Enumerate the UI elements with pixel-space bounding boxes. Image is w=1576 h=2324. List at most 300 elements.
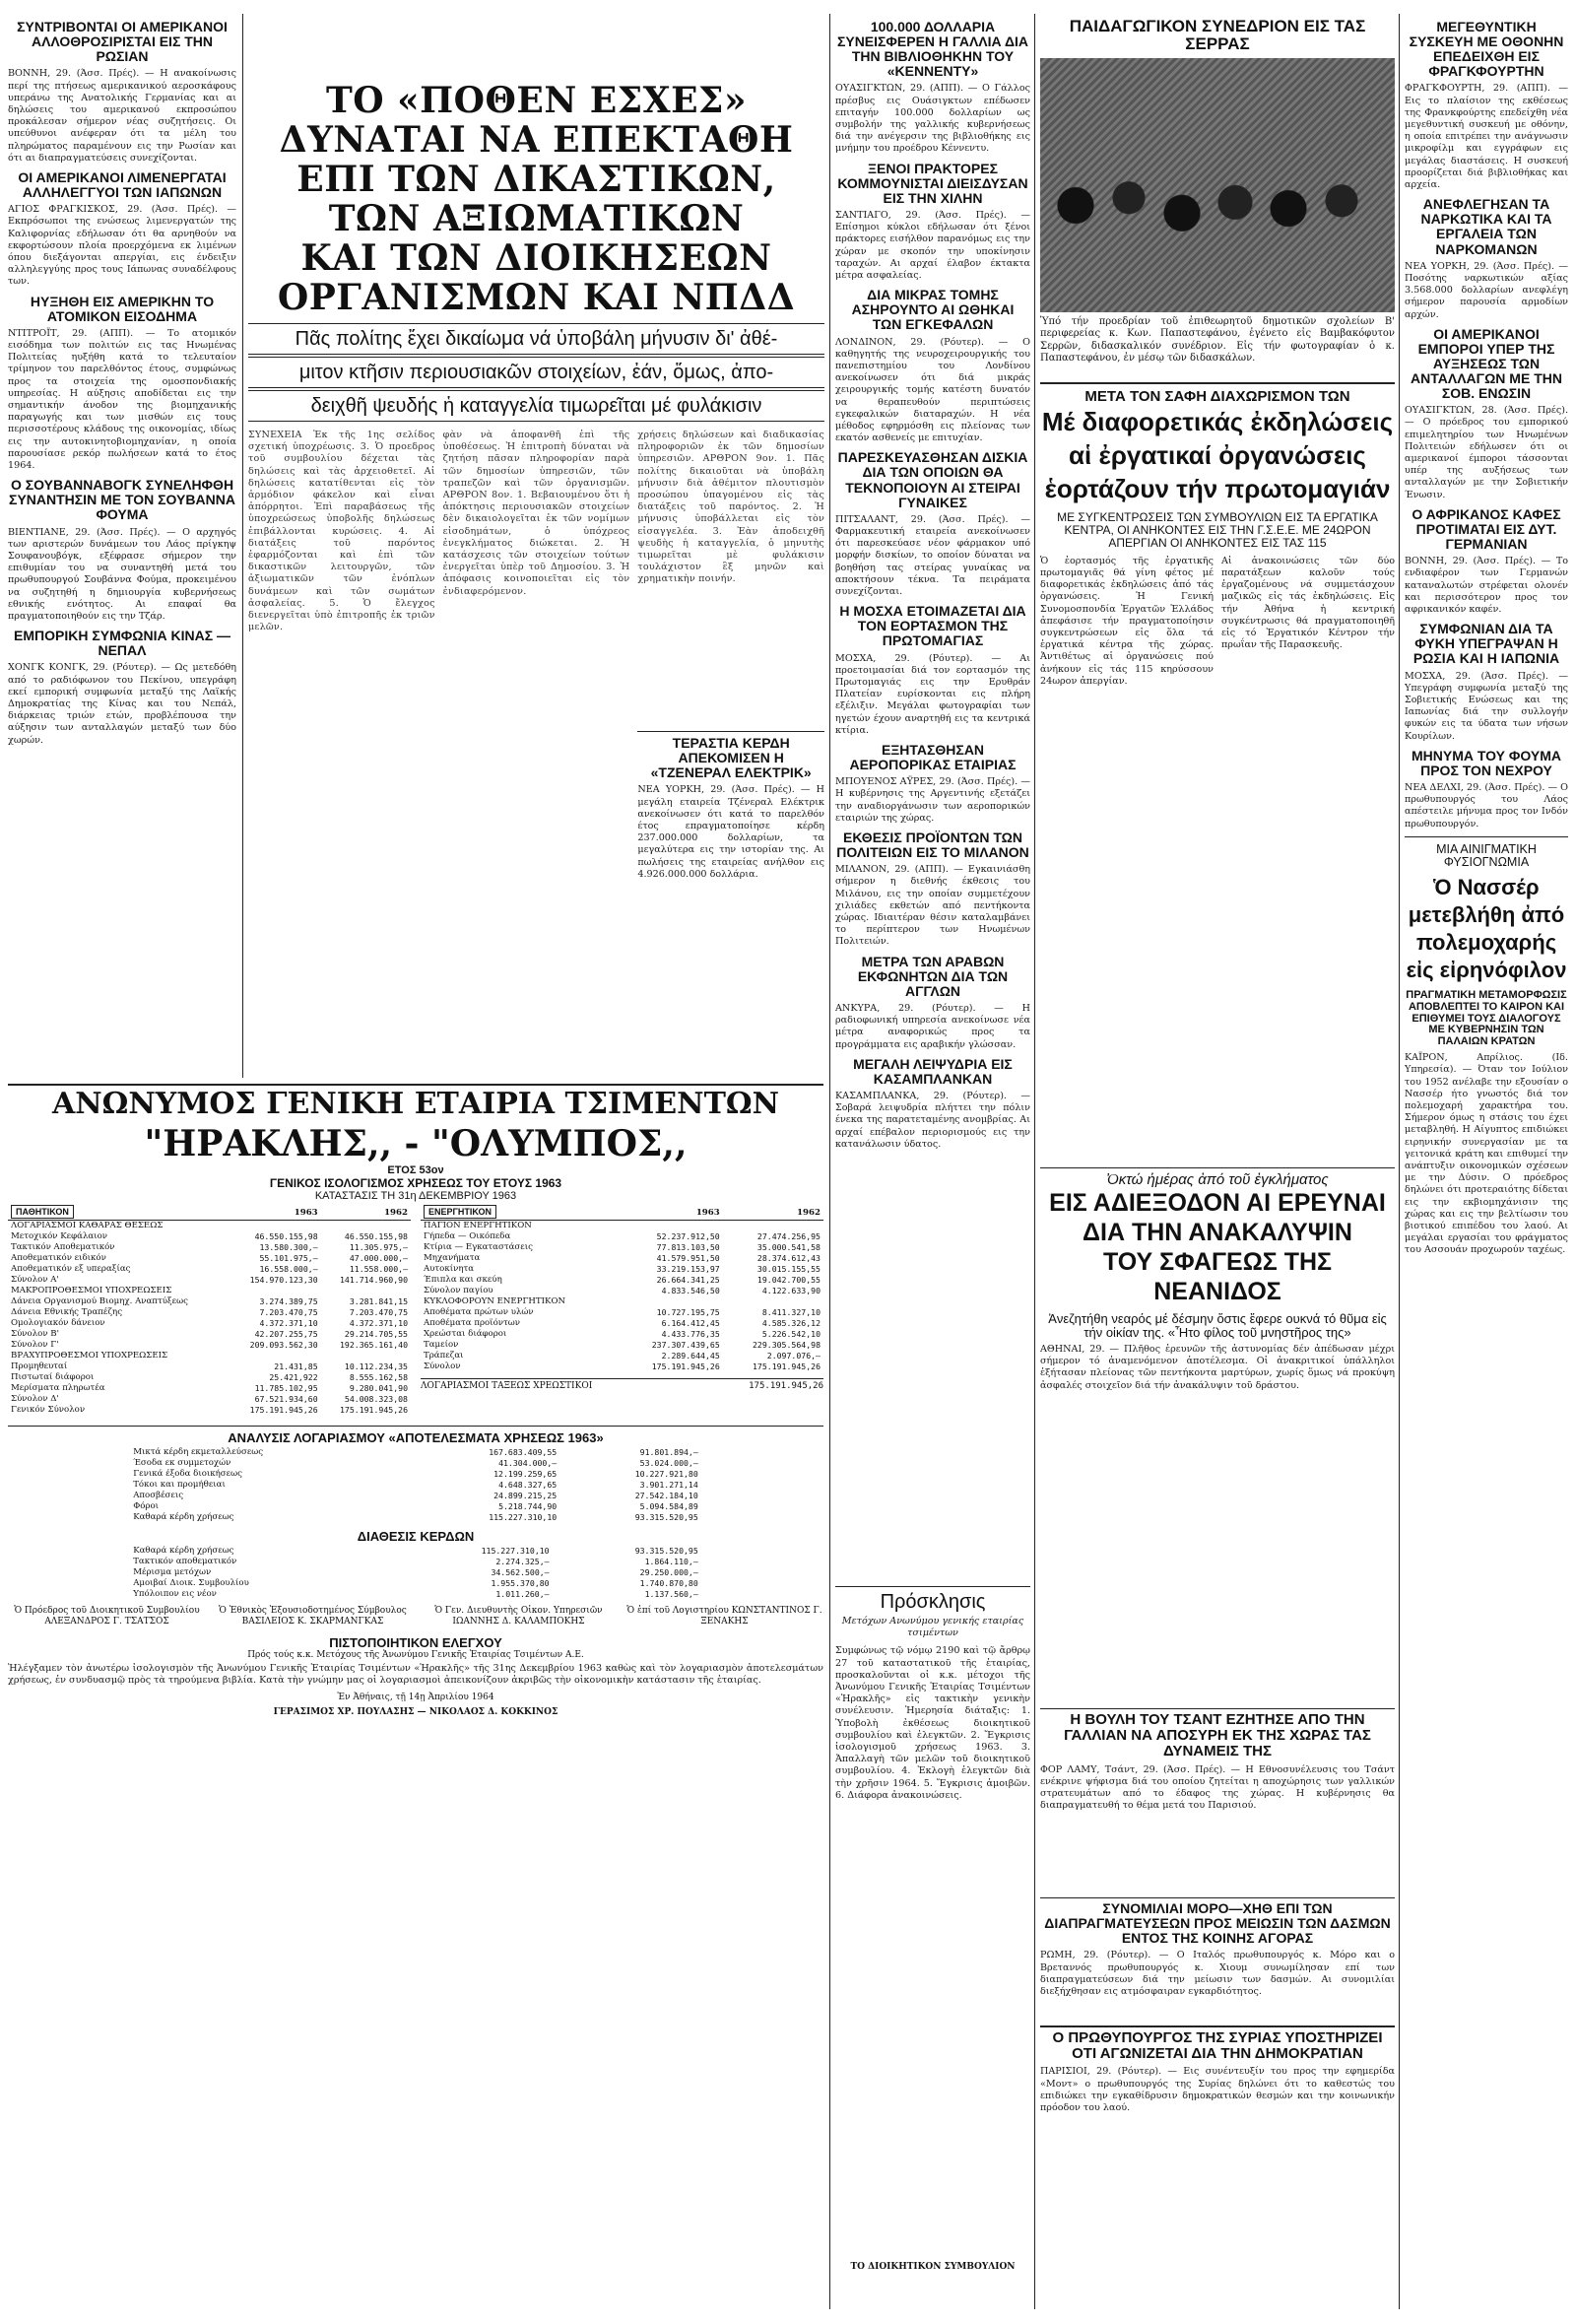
article-text: ΒΟΝΝΗ, 29. (Άσσ. Πρές). — Η ανακοίνωσις περί της πτήσεως αμερικανικού αεροσκάφους υπεράνω της Ανατολικής Γερμανίας και αι δηλώσεις του αμερικανού εκπροσώπου προκάλεσαν σήμερον νέας συζητήσεις. Οι υπεύθυνοι ανέφεραν ότι τα μέλη του πληρώματος παραμένουν εις την Ρωσίαν και ότι αι διαπραγματεύσεις συνεχίζονται. [8, 68, 236, 164]
row-value-b: 175.191.945,26 [339, 1405, 408, 1415]
row-value-b: 141.714.960,90 [339, 1275, 408, 1285]
row-value-b: 47.000.000,— [349, 1253, 408, 1263]
row-label: Έσοδα εκ συμμετοχών [133, 1458, 231, 1468]
row-value-a: 11.785.102,95 [254, 1383, 318, 1393]
row-value-a: 77.813.103,50 [656, 1242, 720, 1252]
row-value-a: 26.664.341,25 [656, 1275, 720, 1285]
headline: Η ΒΟΥΛΗ ΤΟΥ ΤΣΑΝΤ ΕΖΗΤΗΣΕ ΑΠΟ ΤΗΝ ΓΑΛΛΙΑΝ ΝΑ ΑΠΟΣΥΡΗ ΕΚ ΤΗΣ ΧΩΡΑΣ ΤΑΣ ΔΥΝΑΜΕΙΣ ΤΗΣ [1040, 1708, 1395, 1760]
auditors: ΓΕΡΑΣΙΜΟΣ ΧΡ. ΠΟΥΛΑΣΗΣ — ΝΙΚΟΛΑΟΣ Δ. ΚΟΚΚΙΝΟΣ [273, 1707, 558, 1718]
row-value-a: 115.227.310,10 [481, 1546, 550, 1556]
row-value-b [723, 1221, 823, 1232]
row-value-a: 10.727.195,75 [656, 1307, 720, 1317]
row-value-b: 3.901.271,14 [639, 1480, 698, 1490]
row-value-b: 29.250.000,— [639, 1567, 698, 1577]
row-label: Σύνολον Β' [11, 1329, 59, 1339]
headline: ΠΑΡΕΣΚΕΥΑΣΘΗΣΑΝ ΔΙΣΚΙΑ ΔΙΑ ΤΩΝ ΟΠΟΙΩΝ ΘΑ ΤΕΚΝΟΠΟΙΟΥΝ ΑΙ ΣΤΕΙΡΑΙ ΓΥΝΑΙΚΕΣ [837, 449, 1028, 510]
row-value-a [230, 1351, 320, 1361]
notice-top-rule [835, 1586, 1030, 1587]
photo-caption: Ὑπό τήν προεδρίαν τοῦ ἐπιθεωρητοῦ δημοτικῶν σχολείων Β' περιφερείας κ. Κων. Παπαστεφάνου, ἐγένετο εἰς Βαμβακόφυτον Σερρῶν, διδασκαλικόν συνέδριον. Εἰς τήν φωτογραφίαν ὁ κ. Παπαστεφάνου, ἐν μέσῳ τῶν διδασκάλων. [1040, 315, 1395, 365]
row-label: Φόροι [133, 1501, 160, 1511]
row-label: ΚΥΚΛΟΦΟΡΟΥΝ ΕΝΕΡΓΗΤΙΚΟΝ [424, 1296, 566, 1306]
table-row [421, 1264, 823, 1275]
row-label: Τακτικόν Αποθεματικόν [11, 1242, 115, 1252]
news-item [8, 170, 236, 289]
row-value-b: 9.280.041,90 [349, 1383, 408, 1393]
row-value-a [623, 1221, 723, 1232]
table-header: 1963 [623, 1206, 723, 1221]
assets-rows [421, 1221, 823, 1373]
balance-title: ΓΕΝΙΚΟΣ ΙΣΟΛΟΓΙΣΜΟΣ ΧΡΗΣΕΩΣ ΤΟΥ ΕΤΟΥΣ 1963 [269, 1176, 562, 1190]
signature: Ὁ Γεν. Διευθυντὴς Οἰκον. Υπηρεσιῶν ΙΩΑΝΝΗΣ Δ. ΚΑΛΑΜΠΟΚΗΣ [434, 1606, 603, 1627]
news-item [835, 743, 1030, 825]
assets-side [421, 1206, 823, 1416]
headline: ΟΙ ΑΜΕΡΙΚΑΝΟΙ ΕΜΠΟΡΟΙ ΥΠΕΡ ΤΗΣ ΑΥΞΗΣΕΩΣ ΤΩΝ ΑΝΤΑΛΛΑΓΩΝ ΜΕ ΤΗΝ ΣΟΒ. ΕΝΩΣΙΝ [1411, 325, 1562, 402]
row-value-b: 5.094.584,89 [639, 1501, 698, 1511]
row-label: Υπόλοιπον εις νέον [133, 1589, 217, 1599]
row-label: Σύνολον Α' [11, 1275, 59, 1285]
lead-body [248, 428, 824, 987]
row-label: Αποθέματα προϊόντων [424, 1318, 520, 1328]
headline: Ο ΣΟΥΒΑΝΝΑΒΟΓΚ ΣΥΝΕΛΗΦΘΗ ΣΥΝΑΝΤΗΣΙΝ ΜΕ ΤΟΝ ΣΟΥΒΑΝΝΑ ΦΟΥΜΑ [9, 477, 235, 523]
row-value-a: 2.274.325,— [495, 1557, 550, 1566]
table-row [130, 1578, 701, 1589]
row-value-b: 93.315.520,95 [634, 1512, 698, 1522]
row-value-b: 93.315.520,95 [634, 1546, 698, 1556]
shareholders-notice [835, 1586, 1030, 2315]
row-value-a: 167.683.409,55 [489, 1447, 558, 1457]
certificate-place: Ἐν Ἀθήναις, τῇ 14ῃ Ἀπριλίου 1964 [337, 1693, 494, 1703]
news-item [8, 629, 236, 747]
column-divider [1399, 14, 1400, 2309]
row-value-a [230, 1286, 320, 1296]
table-row [8, 1253, 411, 1264]
article-text: ΟΥΑΣΙΓΚΤΩΝ, 28. (Άσσ. Πρές). — Ο πρόεδρος του εμπορικού επιμελητηρίου των Ηνωμένων Πολιτειών εδήλωσεν ότι οι αμερικανοί έμποροι τάσσονται υπέρ της αυξήσεως των ανταλλαγών με την Σοβιετικήν Ένωσιν. [1405, 405, 1568, 500]
row-label: Αποθεματικόν ειδικόν [11, 1253, 106, 1263]
headline: Ο ΑΦΡΙΚΑΝΟΣ ΚΑΦΕΣ ΠΡΟΤΙΜΑΤΑΙ ΕΙΣ ΔΥΤ. ΓΕΡΜΑΝΙΑΝ [1412, 505, 1561, 553]
row-value-a: 25.421,922 [269, 1372, 318, 1382]
table-row [421, 1242, 823, 1253]
row-label: Κτίρια — Εγκαταστάσεις [424, 1242, 533, 1252]
nasser-story [1405, 836, 1568, 1257]
distribution-title: ΔΙΑΘΕΣΙΣ ΚΕΡΔΩΝ [357, 1529, 475, 1544]
balance-date: ΚΑΤΑΣΤΑΣΙΣ ΤΗ 31η ΔΕΚΕΜΒΡΙΟΥ 1963 [314, 1190, 517, 1202]
row-label: Χρεώσται διάφοροι [424, 1329, 507, 1339]
chad-story [1040, 1702, 1395, 1885]
row-label: Αποθέματα πρώτων υλών [424, 1307, 534, 1317]
headline: ΣΥΝΤΡΙΒΟΝΤΑΙ ΟΙ ΑΜΕΡΙΚΑΝΟΙ ΑΛΛΟΘΡΟΣΙΡΙΣΤΑΙ ΕΙΣ ΤΗΝ ΡΩΣΙΑΝ [17, 19, 228, 65]
headline: ΟΙ ΑΜΕΡΙΚΑΝΟΙ ΛΙΜΕΝΕΡΓΑΤΑΙ ΑΛΛΗΛΕΓΓΥΟΙ ΤΩΝ ΙΑΠΩΝΩΝ [18, 168, 227, 201]
results-table [130, 1447, 701, 1523]
headline: ΜΗΝΥΜΑ ΤΟΥ ΦΟΥΜΑ ΠΡΟΣ ΤΟΝ ΝΕΧΡΟΥ [1411, 747, 1561, 778]
year-line: ΕΤΟΣ 53ον [387, 1164, 444, 1176]
article-text: Ὁ ἑορτασμός τῆς ἐργατικῆς πρωτομαγιᾶς θά γίνη φέτος μέ διαφορετικάς ἐκδηλώσεις ἀπό τάς ὀργανώσεις. Ἡ Γενική Συνομοσπονδία Ἐργατῶν Ἑλλάδος ἀπεφάσισε τήν πραγματοποίησιν συγκεντρώσεων εἰς ὅλα τά ἐργατικά κέντρα τῆς χώρας. Ἀντιθέτως αἱ ὀργανώσεις πού ἀνήκουν εἰς τάς 115 κηρύσσουν 24ωρον ἀπεργίαν. [1040, 555, 1214, 687]
row-value-b [321, 1221, 411, 1232]
table-row [130, 1491, 701, 1501]
row-value-b: 46.550.155,98 [344, 1231, 408, 1241]
article-text: ΜΟΣΧΑ, 29. (Άσσ. Πρές). — Υπεγράφη συμφωνία μεταξύ της Σοβιετικής Ενώσεως και της Ιαπωνίας διά την συλλογήν φυκών εις τα ύδατα των νήσων Κουρίλων. [1405, 670, 1568, 742]
row-label: Μέρισμα μετόχων [133, 1567, 212, 1577]
row-value-b [723, 1296, 823, 1307]
liabilities-rows [8, 1221, 411, 1417]
row-value-b: 53.024.000,— [639, 1458, 698, 1468]
section-top-rule [8, 1084, 823, 1086]
may-day-line-1: Μέ διαφορετικάς ἐκδηλώσεις [1041, 407, 1394, 436]
table-row [421, 1361, 823, 1372]
row-label: Καθαρά κέρδη χρήσεως [133, 1546, 234, 1556]
notice-text: Συμφώνως τῷ νόμῳ 2190 καὶ τῷ ἄρθρῳ 27 τοῦ καταστατικοῦ τῆς ἑταιρίας, προσκαλοῦνται οἱ κ.κ. μέτοχοι τῆς Ἀνωνύμου Γενικῆς Ἑταιρίας Τσιμέντων «Ἡρακλῆς» εἰς τακτικὴν γενικὴν συνέλευσιν. Ἡμερησία διάταξις: 1. Ὑποβολὴ ἐκθέσεως διοικητικοῦ συμβουλίου καὶ ἐλεγκτῶν. 2. Ἔγκρισις ἰσολογισμοῦ χρήσεως 1963. 3. Ἀπαλλαγὴ τῶν μελῶν τοῦ διοικητικοῦ συμβουλίου. 4. Ἐκλογὴ ἐλεγκτῶν διὰ τὴν χρῆσιν 1964. 5. Ἔγκρισις ἀμοιβῶν. 6. Διάφορα ἀνακοινώσεις. [835, 1645, 1030, 1801]
liabilities-table [8, 1206, 411, 1416]
lead-subtitle-line-3: δειχθῆ ψευδής ἡ καταγγελία τιμωρεῖται μέ φυλάκισιν [248, 390, 824, 422]
nasser-headline: Ὁ Νασσέρ μετεβλήθη ἀπό πολεμοχαρής εἰς εἰρηνόφιλον [1406, 874, 1567, 982]
table-header: 1962 [723, 1206, 823, 1221]
article-text: ΝΕΑ ΥΟΡΚΗ, 29. (Άσσ. Πρές). — Ποσότης ναρκωτικών αξίας 3.568.000 δολλαρίων ανεφλέγη σήμερον παρουσία αρμοδίων αρχών. [1405, 260, 1568, 320]
row-value-b: 19.042.700,55 [756, 1275, 821, 1285]
column-divider [829, 14, 830, 2309]
row-value-a: 209.093.562,30 [249, 1340, 318, 1350]
row-value-a: 12.199.259,65 [493, 1469, 558, 1479]
row-value-a: 175.191.945,26 [249, 1405, 318, 1415]
lead-headline-line-3: ΚΑΙ ΤΩΝ ΔΙΟΙΚΗΣΕΩΝ ΟΡΓΑΝΙΣΜΩΝ ΚΑΙ ΝΠΔΔ [277, 237, 796, 318]
column-divider [242, 14, 243, 1078]
row-value-b: 1.864.110,— [644, 1557, 698, 1566]
row-label: Αποθεματικόν εξ υπεραξίας [11, 1264, 131, 1274]
assets-table [421, 1206, 823, 1372]
row-value-b: 175.191.945,26 [752, 1361, 821, 1371]
row-label: Τράπεζαι [424, 1351, 464, 1361]
table-row [8, 1221, 411, 1232]
news-item [8, 295, 236, 473]
row-label: Γήπεδα — Οικόπεδα [424, 1231, 511, 1241]
row-label: Δάνεια Εθνικής Τραπέζης [11, 1307, 123, 1317]
row-value-a: 13.580.300,— [259, 1242, 318, 1252]
table-row [130, 1458, 701, 1469]
row-label: Αμοιβαί Διοικ. Συμβουλίου [133, 1578, 249, 1588]
row-value-b: 29.214.705,55 [344, 1329, 408, 1339]
news-item [8, 478, 236, 623]
news-item [835, 288, 1030, 444]
row-label: Αποσβέσεις [133, 1491, 184, 1500]
row-value-b: 35.000.541,58 [756, 1242, 821, 1252]
row-value-b: 1.740.870,80 [639, 1578, 698, 1588]
row-value-b: 11.558.000,— [349, 1264, 408, 1274]
row-value-b: 1.137.560,— [644, 1589, 698, 1599]
table-row [8, 1264, 411, 1275]
certificate-subtitle: Πρός τούς κ.κ. Μετόχους τῆς Ἀνωνύμου Γενικῆς Ἑταιρίας Τσιμέντων Α.Ε. [247, 1650, 584, 1660]
news-item [835, 955, 1030, 1051]
article-text: ΠΑΡΙΣΙΟΙ, 29. (Ρόυτερ). — Εις συνέντευξίν του προς την εφημερίδα «Μοντ» ο πρωθυπουργός της Συρίας δηλώνει ότι το καθεστώς του επιδιώκει την εγκαθίδρυσιν δημοκρατικών θεσμών και την κοινωνικήν πρόοδον του λαού. [1040, 2066, 1395, 2113]
table-row [8, 1275, 411, 1286]
nasser-kicker: ΜΙΑ ΑΙΝΙΓΜΑΤΙΚΗ ΦΥΣΙΟΓΝΩΜΙΑ [1436, 841, 1537, 870]
article-text: ΜΟΣΧΑ, 29. (Ρόυτερ). — Αι προετοιμασίαι διά τον εορτασμόν της Πρωτομαγιάς εις την Ερυθράν Πλατείαν ευρίσκονται εις πλήρη εξέλιξιν. Μεγάλαι φωτογραφίαι των ηγετών έχουν αναρτηθή εις τα κεντρικά κτίρια. [835, 652, 1030, 736]
row-value-a: 115.227.310,10 [489, 1512, 558, 1522]
row-value-a: 1.955.370,80 [491, 1578, 550, 1588]
signature: Ὁ Ἐθνικὸς Ἐξουσιοδοτημένος Σύμβουλος ΒΑΣΙΛΕΙΟΣ Κ. ΣΚΑΡΜΑΝΓΚΑΣ [219, 1606, 407, 1627]
lead-body-column: φὰν νὰ ἀποφανθῆ ἐπὶ τῆς ὑποθέσεως. Ἡ ἐπιτροπὴ δύναται νὰ ζητήση πᾶσαν πληροφορίαν παρὰ τῶν δημοσίων ὑπηρεσιῶν, τῶν τραπεζῶν καὶ τῶν ὀργανισμῶν. ΑΡΘΡΟΝ 8ον. 1. Βεβαιουμένου ὅτι ἡ ἀπόκτησις περιουσιακῶν στοιχείων δὲν δικαιολογεῖται ἐκ τῶν νομίμων εἰσοδημάτων, ὁ ὑπόχρεος ἐνεγκλήματος διώκεται. 2. Ἡ κατάσχεσις τῶν στοιχείων τούτων ἐνεργεῖται ὑπὲρ τοῦ Δημοσίου. 3. Ἡ ἀπόφασις κοινοποιεῖται εἰς τὸν ἐνδιαφερόμενον. [442, 430, 630, 597]
row-value-a [623, 1296, 723, 1307]
may-day-line-2: αἱ ἐργατικαί ὀργανώσεις [1069, 440, 1366, 470]
headline: ΑΝΕΦΛΕΓΗΣΑΝ ΤΑ ΝΑΡΚΩΤΙΚΑ ΚΑΙ ΤΑ ΕΡΓΑΛΕΙΑ ΤΩΝ ΝΑΡΚΟΜΑΝΩΝ [1420, 196, 1552, 257]
table-row [421, 1221, 823, 1232]
headline: ΣΥΝΟΜΙΛΙΑΙ ΜΟΡΟ—ΧΗΘ ΕΠΙ ΤΩΝ ΔΙΑΠΡΑΓΜΑΤΕΥΣΕΩΝ ΠΡΟΣ ΜΕΙΩΣΙΝ ΤΩΝ ΔΑΣΜΩΝ ΕΝΤΟΣ ΤΗΣ ΚΟΙΝΗΣ ΑΓΟΡΑΣ [1040, 1897, 1395, 1946]
headline: Η ΜΟΣΧΑ ΕΤΟΙΜΑΖΕΤΑΙ ΔΙΑ ΤΟΝ ΕΟΡΤΑΣΜΟΝ ΤΗΣ ΠΡΩΤΟΜΑΓΙΑΣ [839, 603, 1026, 649]
row-value-b: 10.112.234,35 [344, 1361, 408, 1371]
section-label: ΠΑΘΗΤΙΚΟΝ [11, 1205, 74, 1219]
row-value-b: 11.305.975,— [349, 1242, 408, 1252]
results-rows [130, 1447, 701, 1523]
headline: 100.000 ΔΟΛΛΑΡΙΑ ΣΥΝΕΙΣΦΕΡΕΝ Η ΓΑΛΛΙΑ ΔΙΑ ΤΗΝ ΒΙΒΛΙΟΘΗΚΗΝ ΤΟΥ «ΚΕΝΝΕΝΤΥ» [836, 19, 1029, 80]
photo-headline: ΠΑΙΔΑΓΩΓΙΚΟΝ ΣΥΝΕΔΡΙΟΝ ΕΙΣ ΤΑΣ ΣΕΡΡΑΣ [1069, 17, 1366, 54]
row-label: Μηχανήματα [424, 1253, 481, 1263]
headline: Ο ΠΡΩΘΥΠΟΥΡΓΟΣ ΤΗΣ ΣΥΡΙΑΣ ΥΠΟΣΤΗΡΙΖΕΙ ΟΤΙ ΑΓΩΝΙΖΕΤΑΙ ΔΙΑ ΤΗΝ ΔΗΜΟΚΡΑΤΙΑΝ [1040, 2025, 1395, 2062]
article-text: ΛΟΝΔΙΝΟΝ, 29. (Ρόυτερ). — Ο καθηγητής της νευροχειρουργικής του πανεπιστημίου του Λονδίνου ανεκοίνωσεν ότι διά μικράς χειρουργικής τομής κατέστη δυνατόν να θεραπευθούν περιπτώσεις εγκεφαλικών διαταραχών. Η νέα μέθοδος εφηρμόσθη εις πλείονας των εκατόν ασθενείς με επιτυχίαν. [835, 336, 1030, 444]
liabilities-side [8, 1206, 411, 1416]
row-value-a [230, 1221, 320, 1232]
row-label: Μερίσματα πληρωτέα [11, 1383, 105, 1393]
news-item [1405, 622, 1568, 743]
table-row [130, 1469, 701, 1480]
table-row [130, 1512, 701, 1523]
lead-subtitle-line-1: Πᾶς πολίτης ἔχει δικαίωμα νά ὑποβάλη μήνυσιν δι' ἀθέ- [248, 323, 824, 355]
row-value-b: 30.015.155,55 [756, 1264, 821, 1274]
row-value-b: 28.374.612,43 [756, 1253, 821, 1263]
murder-line-2: ΔΙΑ ΤΗΝ ΑΝΑΚΑΛΥΨΙΝ [1083, 1219, 1352, 1246]
table-header: 1962 [321, 1206, 411, 1221]
row-value-b: 7.203.470,75 [349, 1307, 408, 1317]
row-label: Πιστωταί διάφοροι [11, 1372, 95, 1382]
table-row [8, 1296, 411, 1307]
row-value-b: 4.122.633,90 [761, 1286, 821, 1295]
row-value-a: 237.307.439,65 [651, 1340, 720, 1350]
table-row [421, 1286, 823, 1296]
row-value-b: 8.411.327,10 [761, 1307, 821, 1317]
article-text: ΜΠΟΥΕΝΟΣ ΑΫΡΕΣ, 29. (Άσσ. Πρές). — Η κυβέρνησις της Αργεντινής εξετάζει την αναδιοργάνωσιν των αεροπορικών εταιριών της χώρας. [835, 776, 1030, 824]
row-value-a: 4.372.371,10 [259, 1318, 318, 1328]
row-value-a: 4.433.776,35 [661, 1329, 720, 1339]
headline: ΞΕΝΟΙ ΠΡΑΚΤΟΡΕΣ ΚΟΜΜΟΥΝΙΣΤΑΙ ΔΙΕΙΣΔΥΣΑΝ ΕΙΣ ΤΗΝ ΧΙΛΗΝ [837, 160, 1028, 206]
row-label: Αυτοκίνητα [424, 1264, 475, 1274]
distribution-rows [130, 1546, 701, 1600]
table-header: 1963 [230, 1206, 320, 1221]
table-row [421, 1351, 823, 1361]
headline: ΜΕΤΡΑ ΤΩΝ ΑΡΑΒΩΝ ΕΚΦΩΝΗΤΩΝ ΔΙΑ ΤΩΝ ΑΓΓΛΩΝ [857, 953, 1009, 999]
article-text: ΡΩΜΗ, 29. (Ρόυτερ). — Ο Ιταλός πρωθυπουργός κ. Μόρο και ο Βρεταννός πρωθυπουργός κ. Χιουμ συνωμίλησαν επί των διαπραγματεύσεων διά την μείωσιν των δασμών. Αι συνομιλίαι διεξήχθησαν εις ατμόσφαιραν εγκαρδιότητος. [1040, 1950, 1395, 1997]
article-text: ΝΕΑ ΥΟΡΚΗ, 29. (Άσσ. Πρές). — Η μεγάλη εταιρεία Τζένεραλ Ελέκτρικ ανεκοίνωσεν ότι κατά το παρελθόν έτος επραγματοποίησε κέρδη 237.000.000 δολλαρίων, τα μεγαλύτερα εις την ιστορίαν της. Αι πωλήσεις της εταιρείας ανήλθον εις 4.926.000.000 δολλάρια. [637, 784, 824, 880]
article-text: ΠΙΤΣΑΛΑΝΤ, 29. (Άσσ. Πρές). — Φαρμακευτική εταιρεία ανεκοίνωσεν ότι παρεσκεύασε νέον φάρμακον υπό μορφήν δισκίων, το οποίον δύναται να βοηθήση τας στείρας γυναίκας να αποκτήσουν τέκνα. Τα πειράματα συνεχίζονται. [835, 513, 1030, 598]
order-accounts-row [421, 1378, 823, 1391]
article-text: ΜΙΛΑΝΟΝ, 29. (ΑΠΠ). — Εγκαινιάσθη σήμερον η διεθνής έκθεσις του Μιλάνου, εις την οποίαν συμμετέχουν χιλιάδες εκθετών από πεντήκοντα χώρας. Ιδιαιτέραν θέσιν καταλαμβάνει το περίπτερον των Ηνωμένων Πολιτειών. [835, 864, 1030, 948]
certificate-title: ΠΙΣΤΟΠΟΙΗΤΙΚΟΝ ΕΛΕΓΧΟΥ [329, 1635, 502, 1650]
table-row [130, 1589, 701, 1600]
table-row [421, 1318, 823, 1329]
murder-kicker: Ὀκτώ ἡμέρας ἀπό τοῦ ἐγκλήματος [1040, 1167, 1395, 1188]
article-text: Αἱ ἀνακοινώσεις τῶν δύο παρατάξεων καλοῦν τούς ἐργαζομένους νά συμμετάσχουν μαζικῶς εἰς τάς ἐκδηλώσεις. Εἰς τήν Ἀθήνα ἡ κεντρική συγκέντρωσις θά πραγματοποιηθῆ εἰς τό Ἐργατικόν Κέντρον τήν πρωΐαν τῆς Παρασκευῆς. [1221, 555, 1395, 651]
row-label: Γενικά έξοδα διοικήσεως [133, 1469, 242, 1479]
row-label: ΛΟΓΑΡΙΑΣΜΟΙ ΚΑΘΑΡΑΣ ΘΕΣΕΩΣ [11, 1221, 164, 1230]
news-item [1405, 20, 1568, 191]
table-row [421, 1275, 823, 1286]
notice-title: Πρόσκλησις [880, 1591, 986, 1613]
row-value-b: 4.585.326,12 [761, 1318, 821, 1328]
may-day-deck: ΜΕ ΣΥΓΚΕΝΤΡΩΣΕΙΣ ΤΩΝ ΣΥΜΒΟΥΛΙΩΝ ΕΙΣ ΤΑ ΕΡΓΑΤΙΚΑ ΚΕΝΤΡΑ, ΟΙ ΑΝΗΚΟΝΤΕΣ ΕΙΣ ΤΗΝ Γ.Σ.Ε.Ε. ΜΕ 24ΩΡΟΝ ΑΠΕΡΓΙΑΝ ΟΙ ΑΝΗΚΟΝΤΕΣ ΕΙΣ ΤΑΣ 115 [1057, 510, 1378, 550]
row-value-b: 91.801.894,— [639, 1447, 698, 1457]
news-item [1405, 197, 1568, 320]
may-day-line-3: ἑορτάζουν τήν πρωτομαγιάν [1044, 474, 1391, 503]
row-value-a: 6.164.412,45 [661, 1318, 720, 1328]
row-value-b: 5.226.542,10 [761, 1329, 821, 1339]
may-day-body [1040, 554, 1395, 694]
distribution-table [130, 1546, 701, 1600]
company-name-line-1: ΑΝΩΝΥΜΟΣ ΓΕΝΙΚΗ ΕΤΑΙΡΙΑ ΤΣΙΜΕΝΤΩΝ [51, 1087, 780, 1121]
table-row [8, 1329, 411, 1340]
row-label: Σύνολον Γ' [11, 1340, 59, 1350]
headline: ΗΥΞΗΘΗ ΕΙΣ ΑΜΕΡΙΚΗΝ ΤΟ ΑΤΟΜΙΚΟΝ ΕΙΣΟΔΗΜΑ [30, 293, 215, 324]
table-row [8, 1318, 411, 1329]
company-name-line-2: "ΗΡΑΚΛΗΣ,, - "ΟΛΥΜΠΟΣ,, [144, 1123, 688, 1164]
table-row [421, 1296, 823, 1307]
table-header [421, 1206, 623, 1221]
news-item [835, 450, 1030, 598]
murder-story [1040, 1167, 1395, 1409]
article-text: ΧΟΝΓΚ ΚΟΝΓΚ, 29. (Ρόυτερ). — Ως μετεδόθη από το ραδιόφωνον του Πεκίνου, υπεγράφη εκεί εμπορική συμφωνία μεταξύ της Λαϊκής Δημοκρατίας της Κίνας και του Νεπάλ, διάρκειας τριών ετών, προβλέπουσα την αύξησιν των ανταλλαγών μεταξύ των δύο χωρών. [8, 662, 236, 746]
row-label: Μετοχικόν Κεφάλαιον [11, 1231, 107, 1241]
row-label: Καθαρά κέρδη χρήσεως [133, 1512, 234, 1522]
table-row [421, 1329, 823, 1340]
results-title: ΑΝΑΛΥΣΙΣ ΛΟΓΑΡΙΑΣΜΟΥ «ΑΠΟΤΕΛΕΣΜΑΤΑ ΧΡΗΣΕΩΣ 1963» [8, 1426, 823, 1445]
headline: ΔΙΑ ΜΙΚΡΑΣ ΤΟΜΗΣ ΑΣΗΡΟΥΝΤΟ ΑΙ ΩΘΗΚΑΙ ΤΩΝ ΕΓΚΕΦΑΛΩΝ [851, 287, 1015, 333]
article-text: ΚΑΣΑΜΠΛΑΝΚΑ, 29. (Ρόυτερ). — Σοβαρά λειψυδρία πλήττει την πόλιν ένεκα της παρατεταμένης ανομβρίας. Αι αρχαί επέβαλον περιορισμούς εις την κατανάλωσιν ύδατος. [835, 1091, 1030, 1150]
row-value-b [321, 1351, 411, 1361]
headline: ΤΕΡΑΣΤΙΑ ΚΕΡΔΗ ΑΠΕΚΟΜΙΣΕΝ Η «ΤΖΕΝΕΡΑΛ ΕΛΕΚΤΡΙΚ» [637, 731, 824, 780]
row-value-b: 54.008.323,08 [344, 1394, 408, 1404]
row-label: Τόκοι και προμήθειαι [133, 1480, 226, 1490]
syria-story [1040, 2020, 1395, 2315]
row-label: Σύνολον Δ' [11, 1394, 59, 1404]
table-row [8, 1231, 411, 1242]
row-value-b: 4.372.371,10 [349, 1318, 408, 1328]
photo-figures [1040, 160, 1395, 312]
row-label: ΠΑΓΙΟΝ ΕΝΕΡΓΗΤΙΚΟΝ [424, 1221, 532, 1230]
row-value-a: 67.521.934,60 [254, 1394, 318, 1404]
row-value-a: 175.191.945,26 [651, 1361, 720, 1371]
middle-news-column [835, 14, 1030, 1570]
cement-company-balance-sheet [8, 1084, 823, 2315]
article-text: ΝΕΑ ΔΕΛΧΙ, 29. (Άσσ. Πρές). — Ο πρωθυπουργός του Λάος απέστειλε μήνυμα προς τον Ινδόν πρωθυπουργόν. [1405, 782, 1568, 830]
news-item [835, 1057, 1030, 1151]
row-value-b: 27.542.184,10 [634, 1491, 698, 1500]
left-news-column [8, 14, 236, 1097]
row-value-a: 52.237.912,50 [656, 1231, 720, 1241]
lead-body-column: ΣΥΝΕΧΕΙΑ Ἐκ τῆς 1ης σελίδος σχετική ὑποχρέωσις. 3. Ὁ προεδρος τοῦ συμβουλίου δέχεται τὰς δηλώσεις καὶ τὰς ἀρχειοθετεῖ. Αἱ δηλώσεις κατατίθενται εἰς τὸν ἁρμόδιον φάκελον καὶ εἶναι ἀπόρρητοι. Ἐπὶ παραβάσεως τῆς ὑποχρεώσεως ὑποβολῆς δηλώσεως ἐπιβάλλονται κυρώσεις. 4. Αἱ διατάξεις τοῦ παρόντος ἐφαρμόζονται καὶ ἐπὶ τῶν δικαστικῶν λειτουργῶν, τῶν ἀξιωματικῶν τῶν ἐνόπλων δυνάμεων καὶ τῶν σωμάτων ἀσφαλείας. 5. Ὁ ἔλεγχος διενεργεῖται ὑπὸ ἐπιτροπῆς ἐκ τριῶν μελῶν. [248, 430, 435, 633]
row-value-b: 229.305.564,98 [752, 1340, 821, 1350]
headline: ΕΚΘΕΣΙΣ ΠΡΟΪΟΝΤΩΝ ΤΩΝ ΠΟΛΙΤΕΙΩΝ ΕΙΣ ΤΟ ΜΙΛΑΝΟΝ [836, 830, 1029, 861]
lead-body-column-3 [637, 428, 824, 987]
lead-subtitle-line-2: μιτον κτῆσιν περιουσιακῶν στοιχείων, ἐάν, ὅμως, ἀπο- [248, 357, 824, 388]
row-value-a: 42.207.255,75 [254, 1329, 318, 1339]
may-day-story [1040, 382, 1395, 707]
certificate-text: Ἠλέγξαμεν τὸν ἀνωτέρω ἰσολογισμὸν τῆς Ἀνωνύμου Γενικῆς Ἑταιρίας Τσιμέντων «Ἡρακλῆς» τῆς 31ης Δεκεμβρίου 1963 καθὼς καὶ τὸν λογαριασμὸν ἀποτελεσμάτων χρήσεως, ἐν συνδυασμῷ πρὸς τὰ τηρούμενα βιβλία. Κατὰ τὴν γνώμην μας οἱ λογαριασμοὶ ἀπεικονίζουν ἀκριβῶς τὴν οἰκονομικὴν κατάστασιν τῆς ἑταιρίας. [8, 1663, 823, 1687]
row-label: Σύνολον παγίου [424, 1286, 493, 1295]
table-row [8, 1361, 411, 1372]
table-row [421, 1253, 823, 1264]
article-text: ΦΟΡ ΛΑΜΥ, Τσάντ, 29. (Άσσ. Πρές). — Η Εθνοσυνέλευσις του Τσάντ ενέκρινε ψήφισμα διά του οποίου ζητείται η αποχώρησις των γαλλικών στρατευμάτων από το έδαφος της χώρας. Η κυβέρνησις θα διαπραγματευθή το θέμα μετά του Παρισιού. [1040, 1763, 1395, 1812]
table-row [8, 1286, 411, 1296]
row-value-a: 46.550.155,98 [254, 1231, 318, 1241]
table-row [8, 1307, 411, 1318]
row-value-a: 7.203.470,75 [259, 1307, 318, 1317]
headline: ΕΞΗΤΑΣΘΗΣΑΝ ΑΕΡΟΠΟΡΙΚΑΣ ΕΤΑΙΡΙΑΣ [849, 741, 1017, 773]
row-label: Γενικόν Σύνολον [11, 1405, 86, 1415]
article-text: ΦΡΑΓΚΦΟΥΡΤΗ, 29. (ΑΠΠ). — Εις το πλαίσιον της εκθέσεως της Φρανκφούρτης επεδείχθη νέα μεγεθυντική συσκευή με οθόνην, η οποία επιτρέπει την ανάγνωσιν μικροφίλμ και εγγράφων εις μεγάλας διαστάσεις. Η συσκευή προορίζεται διά βιβλιοθήκας και αρχεία. [1405, 83, 1568, 191]
notice-footer: ΤΟ ΔΙΟΙΚΗΤΙΚΟΝ ΣΥΜΒΟΥΛΙΟΝ [850, 2262, 1016, 2273]
news-item [835, 162, 1030, 283]
row-value-b [321, 1286, 411, 1296]
may-day-kicker: ΜΕΤΑ ΤΟΝ ΣΑΦΗ ΔΙΑΧΩΡΙΣΜΟΝ ΤΩΝ [1040, 382, 1395, 405]
murder-deck: Ἀνεζητήθη νεαρός μέ δέσμην ὅστις ἔφερε ουκνά τό θῦμα εἰς τήν οἰκίαν της. «Ἦτο φίλος τοῦ μνηστῆρος της» [1048, 1311, 1387, 1341]
news-item [835, 604, 1030, 737]
murder-line-1: ΕΙΣ ΑΔΙΕΞΟΔΟΝ ΑΙ ΕΡΕΥΝΑΙ [1049, 1189, 1386, 1217]
row-label: Δάνεια Οργανισμού Βιομηχ. Αναπτύξεως [11, 1296, 188, 1306]
row-value-a: 34.562.500,— [491, 1567, 550, 1577]
row-label: Ταμείον [424, 1340, 459, 1350]
row-value-a: 33.219.153,97 [656, 1264, 720, 1274]
news-item [1405, 327, 1568, 501]
table-row [8, 1405, 411, 1416]
article-text: ΝΤΙΤΡΟΪΤ, 29. (ΑΠΠ). — Το ατομικόν εισόδημα των πολιτών εις τας Ηνωμένας Πολιτείας ηυξήθη κατά το τελευταίον τρίμηνον του παρελθόντος έτους, συμφώνως προς τα στοιχεία της ομοσπονδιακής υπηρεσίας. Η αύξησις αποδίδεται εις την σημαντικήν άνοδον της βιομηχανικής παραγωγής και των μισθών εις τους περισσοτέρους κλάδους της οικονομίας, ιδίως εις την αυτοκινητοβιομηχανίαν, η οποία παρουσίασε ρεκόρ πωλήσεων κατά το έτος 1964. [8, 327, 236, 472]
news-item [835, 830, 1030, 949]
table-row [130, 1557, 701, 1567]
row-value-a: 154.970.123,30 [249, 1275, 318, 1285]
table-row [130, 1567, 701, 1578]
order-accounts-value: 175.191.945,26 [749, 1381, 823, 1391]
headline: ΜΕΓΕΘΥΝΤΙΚΗ ΣΥΣΚΕΥΗ ΜΕ ΟΘΟΝΗΝ ΕΠΕΔΕΙΧΘΗ ΕΙΣ ΦΡΑΓΚΦΟΥΡΤΗΝ [1409, 19, 1564, 80]
row-value-a: 3.274.389,75 [259, 1296, 318, 1306]
row-label: Σύνολον [424, 1361, 461, 1371]
table-row [8, 1394, 411, 1405]
article-text: ΒΟΝΝΗ, 29. (Άσσ. Πρές). — Το ενδιαφέρον των Γερμανών καταναλωτών στρέφεται ολονέν και περισσότερον προς τον αφρικανικόν καφέν. [1405, 556, 1568, 616]
row-label: Τακτικόν αποθεματικόν [133, 1557, 237, 1566]
row-value-a: 41.579.951,50 [656, 1253, 720, 1263]
table-row [8, 1383, 411, 1394]
news-item [1405, 749, 1568, 830]
row-value-a: 4.648.327,65 [498, 1480, 558, 1490]
table-row [130, 1447, 701, 1458]
row-value-a: 4.833.546,50 [661, 1286, 720, 1295]
row-label: Μικτά κέρδη εκμεταλλεύσεως [133, 1447, 264, 1457]
headline: ΕΜΠΟΡΙΚΗ ΣΥΜΦΩΝΙΑ ΚΙΝΑΣ — ΝΕΠΑΛ [14, 628, 230, 659]
table-row [8, 1351, 411, 1361]
row-value-a: 1.011.260,— [495, 1589, 550, 1599]
photo-story [1040, 14, 1395, 388]
order-accounts-label: ΛΟΓΑΡΙΑΣΜΟΙ ΤΑΞΕΩΣ ΧΡΕΩΣΤΙΚΟΙ [421, 1381, 593, 1391]
row-value-b: 192.365.161,40 [339, 1340, 408, 1350]
table-row [130, 1480, 701, 1491]
article-text: ΑΝΚΥΡΑ, 29. (Ρόυτερ). — Η ραδιοφωνική υπηρεσία ανεκοίνωσε νέα μέτρα αναφορικώς προς τα προγράμματα εις αραβικήν γλώσσαν. [835, 1002, 1030, 1050]
row-label: ΜΑΚΡΟΠΡΟΘΕΣΜΟΙ ΥΠΟΧΡΕΩΣΕΙΣ [11, 1286, 172, 1295]
lead-headline-line-1: ΤΟ «ΠΟΘΕΝ ΕΣΧΕΣ» ΔΥΝΑΤΑΙ ΝΑ ΕΠΕΚΤΑΘΗ [279, 80, 794, 161]
row-value-a: 16.558.000,— [259, 1264, 318, 1274]
table-header [8, 1206, 230, 1221]
article-text: ΑΘΗΝΑΙ, 29. — Πλῆθος ἐρευνῶν τῆς ἀστυνομίας δέν ἀπέδωσαν μέχρι σήμερον τό ἀναμενόμενον ἀποτέλεσμα. Οἱ ἀνακριτικοί ὑπάλληλοι ἐξήτασαν πλείονας τῶν πεντήκοντα μαρτύρων, χωρίς ὅμως νά προκύψη ἀσφαλές στοιχεῖον διά τήν ἀνακάλυψιν τοῦ δράστου. [1040, 1344, 1395, 1391]
table-row [421, 1307, 823, 1318]
section-label: ΕΝΕΡΓΗΤΙΚΟΝ [424, 1205, 496, 1219]
news-item [8, 20, 236, 165]
table-row [421, 1340, 823, 1351]
balance-sheet-tables [8, 1206, 823, 1416]
lead-headline-line-2: ΕΠΙ ΤΩΝ ΔΙΚΑΣΤΙΚΩΝ, ΤΩΝ ΑΞΙΩΜΑΤΙΚΩΝ [296, 159, 776, 239]
article-text: ΚΑΪΡΟΝ, Απρίλιος. (Ιδ. Υπηρεσία). — Όταν τον Ιούλιον του 1952 ανέλαβε την εξουσίαν ο Νασσέρ ήτο γνωστός διά τον πολεμοχαρή χαρακτήρα του. Σήμερον όμως η στάσις του έχει μεταβληθή. Η Αίγυπτος επιδιώκει ειρηνικήν συνεργασίαν με τα γειτονικά κράτη και επιθυμεί την ανάπτυξιν οικονομικών σχέσεων με την Δύσιν. Ο πρόεδρος δηλώνει ότι προτεραιότης δίδεται εις την εκβιομηχάνισιν της χώρας και εις την βελτίωσιν του βιοτικού επιπέδου του λαού. Αι μεγάλαι εργασίαι του φράγματος του Ασσουάν προχωρούν ταχέως. [1405, 1052, 1568, 1256]
table-row [421, 1231, 823, 1242]
row-value-a: 2.289.644,45 [661, 1351, 720, 1361]
